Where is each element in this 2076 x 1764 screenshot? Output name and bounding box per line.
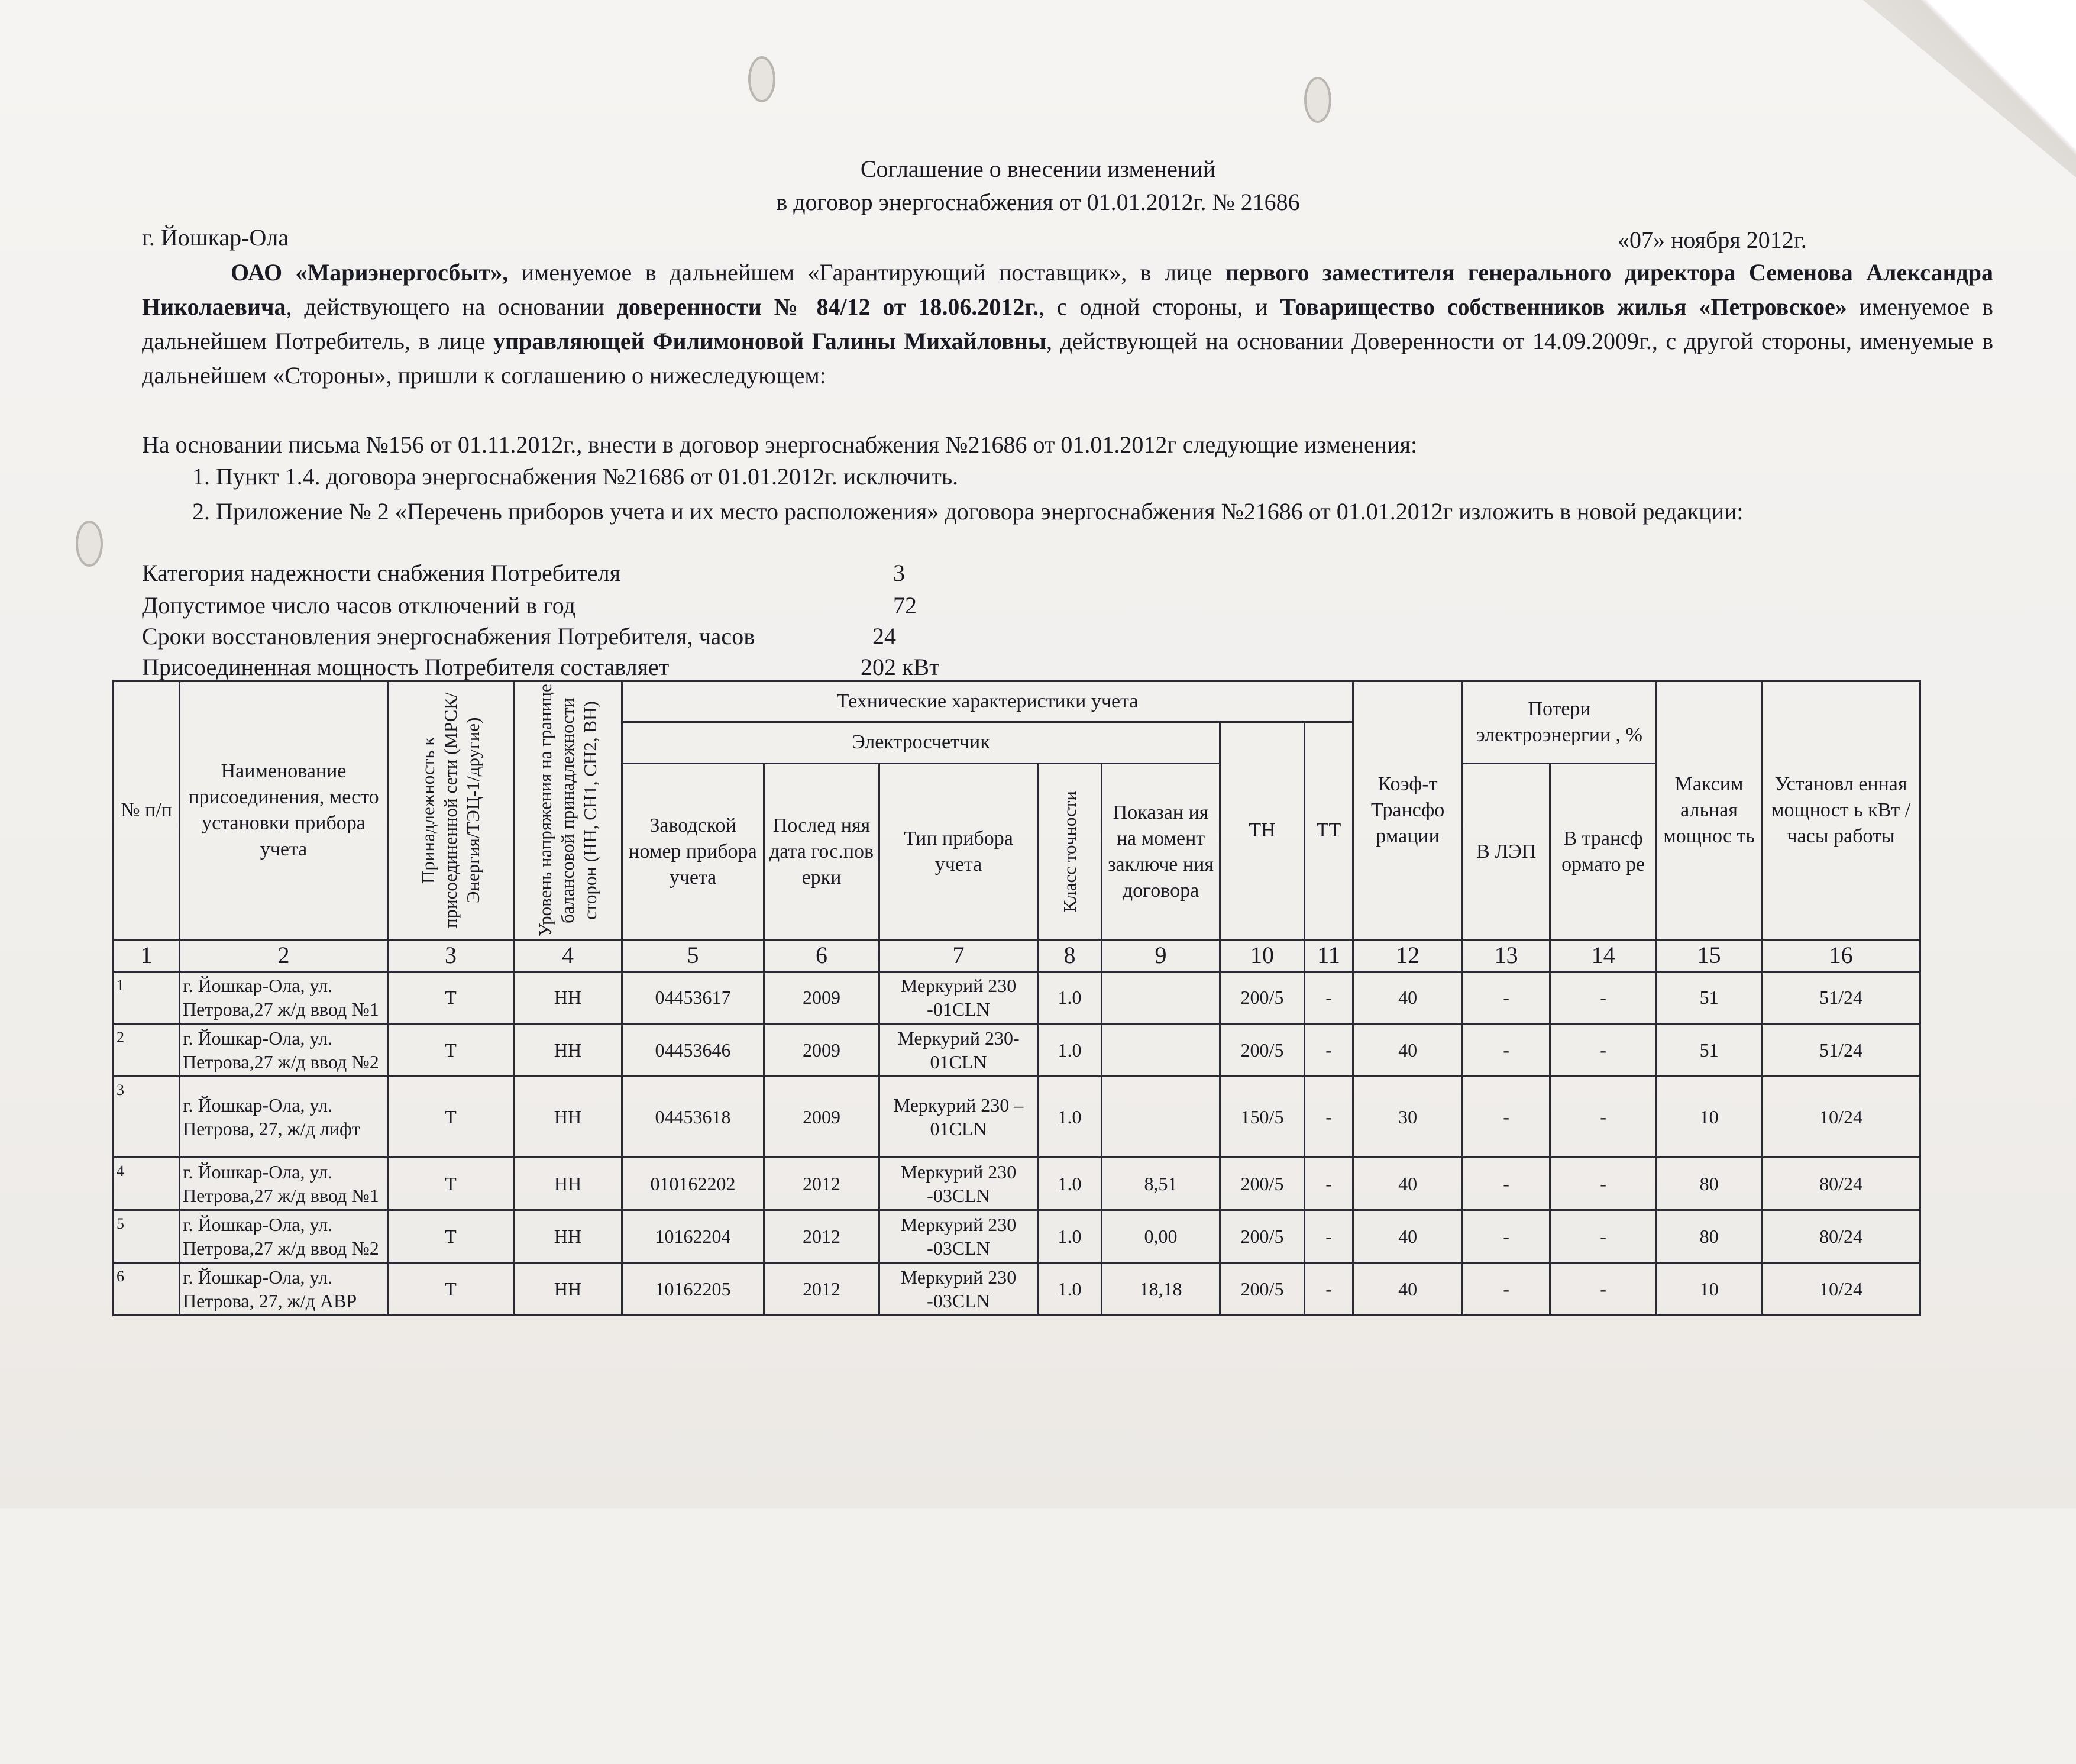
row-coef: 40	[1353, 1210, 1463, 1263]
punch-hole-side	[76, 521, 103, 567]
row-type: Меркурий 230 -01CLN	[879, 971, 1038, 1024]
header-losses: Потери электроэнергии , %	[1463, 681, 1657, 764]
row-verification: 2012	[764, 1263, 879, 1316]
row-voltage: НН	[514, 971, 622, 1024]
row-verification: 2012	[764, 1158, 879, 1210]
row-tt: -	[1305, 1158, 1353, 1210]
table-row	[114, 1077, 1920, 1158]
row-reading: 18,18	[1102, 1263, 1220, 1316]
row-max-power: 10	[1657, 1263, 1762, 1316]
header-voltage: Уровень напряжения на границе балансовой принадлежности сторон (НН, СН1, СН2, ВН)	[514, 681, 622, 940]
row-tn: 150/5	[1220, 1077, 1305, 1158]
header-tn: ТН	[1220, 722, 1305, 939]
row-loss-transformer: -	[1550, 1210, 1657, 1263]
row-installed-power: 51/24	[1762, 1024, 1920, 1077]
row-installed-power: 51/24	[1762, 971, 1920, 1024]
row-loss-transformer: -	[1550, 1077, 1657, 1158]
row-verification: 2012	[764, 1210, 879, 1263]
power-of-attorney: доверенности № 84/12 от 18.06.2012г.	[616, 293, 1039, 320]
row-number: 1	[114, 971, 180, 1024]
row-verification: 2009	[764, 1077, 879, 1158]
col-number: 1	[114, 940, 180, 971]
table-row	[114, 1210, 1920, 1263]
row-owner: Т	[388, 1024, 514, 1077]
header-num: № п/п	[114, 681, 180, 940]
header-reading: Показан ия на момент заключе ния договора	[1102, 764, 1220, 940]
param-label-connected-power: Присоединенная мощность Потребителя составляет	[142, 654, 670, 680]
table-row	[114, 1158, 1920, 1210]
col-number: 3	[388, 940, 514, 971]
header-max-power: Максим альная мощнос ть	[1657, 681, 1762, 940]
row-loss-line: -	[1463, 1077, 1550, 1158]
col-number: 11	[1305, 940, 1353, 971]
header-loss-line: В ЛЭП	[1463, 764, 1550, 940]
row-coef: 30	[1353, 1077, 1463, 1158]
col-number: 12	[1353, 940, 1463, 971]
row-reading: 0,00	[1102, 1210, 1220, 1263]
row-tn: 200/5	[1220, 1158, 1305, 1210]
header-meter: Электросчетчик	[622, 722, 1220, 764]
row-serial: 10162205	[622, 1263, 764, 1316]
row-class: 1.0	[1038, 1077, 1102, 1158]
row-connection-name: г. Йошкар-Ола, ул. Петрова, 27, ж/д лифт	[180, 1077, 388, 1158]
row-serial: 04453646	[622, 1024, 764, 1077]
row-class: 1.0	[1038, 1210, 1102, 1263]
row-tt: -	[1305, 1263, 1353, 1316]
col-number: 5	[622, 940, 764, 971]
row-loss-line: -	[1463, 1210, 1550, 1263]
table-row	[114, 971, 1920, 1024]
param-value-reliability: 3	[893, 560, 905, 586]
row-tn: 200/5	[1220, 1024, 1305, 1077]
row-max-power: 80	[1657, 1210, 1762, 1263]
param-label-reliability: Категория надежности снабжения Потребителя	[142, 560, 621, 586]
header-serial: Заводской номер прибора учета	[622, 764, 764, 940]
consumer-representative: управляющей Филимоновой Галины Михайловны	[493, 328, 1047, 354]
row-voltage: НН	[514, 1158, 622, 1210]
row-tn: 200/5	[1220, 1263, 1305, 1316]
param-value-connected-power: 202 кВт	[861, 654, 940, 680]
header-class: Класс точности	[1038, 764, 1102, 940]
row-connection-name: г. Йошкар-Ола, ул. Петрова,27 ж/д ввод №2	[180, 1210, 388, 1263]
row-tn: 200/5	[1220, 971, 1305, 1024]
row-owner: Т	[388, 1158, 514, 1210]
basis-line: На основании письма №156 от 01.11.2012г., внести в договор энергоснабжения №21686 от 01.01.2012г следующие изменения:	[142, 431, 1418, 458]
header-installed-power: Установл енная мощност ь кВт /часы работы	[1762, 681, 1920, 940]
row-type: Меркурий 230 -03CLN	[879, 1158, 1038, 1210]
param-label-restore-hours: Сроки восстановления энергоснабжения Потребителя, часов	[142, 623, 755, 650]
row-max-power: 51	[1657, 1024, 1762, 1077]
row-serial: 04453617	[622, 971, 764, 1024]
row-reading: 8,51	[1102, 1158, 1220, 1210]
col-number: 9	[1102, 940, 1220, 971]
row-class: 1.0	[1038, 1263, 1102, 1316]
row-tt: -	[1305, 971, 1353, 1024]
row-loss-line: -	[1463, 971, 1550, 1024]
header-loss-transformer: В трансф ормато ре	[1550, 764, 1657, 940]
header-coef: Коэф-т Трансфо рмации	[1353, 681, 1463, 940]
row-installed-power: 10/24	[1762, 1263, 1920, 1316]
city: г. Йошкар-Ола	[142, 224, 289, 251]
punch-hole-top-left	[748, 56, 775, 102]
header-owner: Принадлежность к присоединенной сети (МРСК/Энергия/ТЭЦ-1/другие)	[388, 681, 514, 940]
row-reading	[1102, 971, 1220, 1024]
header-tech: Технические характеристики учета	[622, 681, 1353, 722]
row-installed-power: 80/24	[1762, 1210, 1920, 1263]
row-coef: 40	[1353, 1263, 1463, 1316]
row-type: Меркурий 230 -03CLN	[879, 1210, 1038, 1263]
row-tt: -	[1305, 1024, 1353, 1077]
row-connection-name: г. Йошкар-Ола, ул. Петрова,27 ж/д ввод №1	[180, 1158, 388, 1210]
row-reading	[1102, 1024, 1220, 1077]
row-connection-name: г. Йошкар-Ола, ул. Петрова,27 ж/д ввод №2	[180, 1024, 388, 1077]
row-serial: 10162204	[622, 1210, 764, 1263]
header-verification: Послед няя дата гос.пов ерки	[764, 764, 879, 940]
param-value-restore-hours: 24	[872, 623, 896, 650]
row-max-power: 10	[1657, 1077, 1762, 1158]
table-row	[114, 1024, 1920, 1077]
consumer-name: Товарищество собственников жилья «Петровское»	[1280, 293, 1847, 320]
header-type: Тип прибора учета	[879, 764, 1038, 940]
row-owner: Т	[388, 1077, 514, 1158]
col-number: 15	[1657, 940, 1762, 971]
row-coef: 40	[1353, 971, 1463, 1024]
row-loss-transformer: -	[1550, 971, 1657, 1024]
row-type: Меркурий 230 -03CLN	[879, 1263, 1038, 1316]
row-installed-power: 80/24	[1762, 1158, 1920, 1210]
col-number: 8	[1038, 940, 1102, 971]
supplier-representative: первого заместителя генерального директора Семенова Александра Николаевича	[142, 259, 1994, 320]
row-connection-name: г. Йошкар-Ола, ул. Петрова,27 ж/д ввод №1	[180, 971, 388, 1024]
row-class: 1.0	[1038, 1158, 1102, 1210]
row-number: 6	[114, 1263, 180, 1316]
col-number: 16	[1762, 940, 1920, 971]
col-number: 2	[180, 940, 388, 971]
row-type: Меркурий 230 – 01CLN	[879, 1077, 1038, 1158]
row-owner: Т	[388, 1210, 514, 1263]
row-voltage: НН	[514, 1263, 622, 1316]
row-verification: 2009	[764, 971, 879, 1024]
header-tt: ТТ	[1305, 722, 1353, 939]
row-number: 3	[114, 1077, 180, 1158]
col-number: 6	[764, 940, 879, 971]
row-coef: 40	[1353, 1024, 1463, 1077]
title-line-1: Соглашение о внесении изменений	[860, 156, 1216, 182]
row-serial: 04453618	[622, 1077, 764, 1158]
item-1: 1. Пункт 1.4. договора энергоснабжения №21686 от 01.01.2012г. исключить.	[192, 463, 959, 490]
row-installed-power: 10/24	[1762, 1077, 1920, 1158]
punch-hole-top-right	[1304, 77, 1331, 123]
row-number: 2	[114, 1024, 180, 1077]
row-voltage: НН	[514, 1024, 622, 1077]
row-loss-transformer: -	[1550, 1263, 1657, 1316]
meters-table	[112, 680, 1921, 1316]
row-verification: 2009	[764, 1024, 879, 1077]
table-row	[114, 1263, 1920, 1316]
row-number: 4	[114, 1158, 180, 1210]
supplier-name: ОАО «Мариэнергосбыт»,	[231, 259, 509, 286]
param-value-outage-hours: 72	[893, 592, 917, 619]
row-class: 1.0	[1038, 1024, 1102, 1077]
col-number: 7	[879, 940, 1038, 971]
row-loss-transformer: -	[1550, 1158, 1657, 1210]
row-max-power: 51	[1657, 971, 1762, 1024]
row-reading	[1102, 1077, 1220, 1158]
item-2: 2. Приложение № 2 «Перечень приборов учета и их место расположения» договора энергоснабжения №21686 от 01.01.2012г изложить в новой редакции:	[192, 498, 1744, 525]
header-name: Наименование присоединения, место установки прибора учета	[180, 681, 388, 940]
row-tt: -	[1305, 1077, 1353, 1158]
row-type: Меркурий 230-01CLN	[879, 1024, 1038, 1077]
header-row-1	[114, 681, 1920, 722]
preamble-paragraph: ОАО «Мариэнергосбыт», именуемое в дальнейшем «Гарантирующий поставщик», в лице первого заместителя генерального директора Семенова Александра Николаевича, действующего на основании доверенности № 84/12 от 18.06.2012г., с одной стороны, и Товарищество собственников жилья «Петровское» именуемое в дальнейшем Потребитель, в лице управляющей Филимоновой Галины Михайловны, действующей на основании Доверенности от 14.09.2009г., с другой стороны, именуемые в дальнейшем «Стороны», пришли к соглашению о нижеследующем:	[142, 259, 1994, 389]
row-coef: 40	[1353, 1158, 1463, 1210]
row-loss-line: -	[1463, 1024, 1550, 1077]
agreement-date: «07» ноября 2012г.	[1618, 227, 1807, 253]
col-number: 14	[1550, 940, 1657, 971]
folded-corner	[1863, 0, 2076, 177]
row-owner: Т	[388, 1263, 514, 1316]
row-voltage: НН	[514, 1210, 622, 1263]
row-loss-line: -	[1463, 1158, 1550, 1210]
row-tt: -	[1305, 1210, 1353, 1263]
row-serial: 010162202	[622, 1158, 764, 1210]
column-number-row	[114, 940, 1920, 971]
col-number: 10	[1220, 940, 1305, 971]
row-max-power: 80	[1657, 1158, 1762, 1210]
title-line-2: в договор энергоснабжения от 01.01.2012г. № 21686	[776, 189, 1300, 215]
row-tn: 200/5	[1220, 1210, 1305, 1263]
col-number: 13	[1463, 940, 1550, 971]
col-number: 4	[514, 940, 622, 971]
row-class: 1.0	[1038, 971, 1102, 1024]
row-voltage: НН	[514, 1077, 622, 1158]
row-loss-line: -	[1463, 1263, 1550, 1316]
row-connection-name: г. Йошкар-Ола, ул. Петрова, 27, ж/д АВР	[180, 1263, 388, 1316]
row-loss-transformer: -	[1550, 1024, 1657, 1077]
row-owner: Т	[388, 971, 514, 1024]
param-label-outage-hours: Допустимое число часов отключений в год	[142, 592, 575, 619]
row-number: 5	[114, 1210, 180, 1263]
